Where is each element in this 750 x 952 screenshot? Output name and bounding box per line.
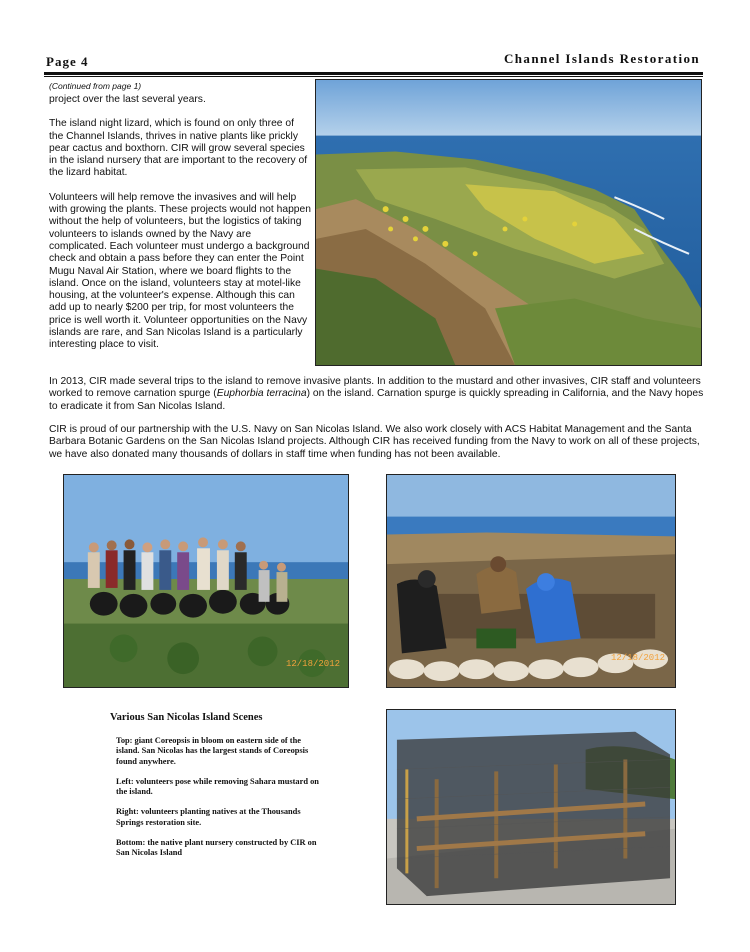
caption-left: Left: volunteers pose while removing Sahara mustard on the island. xyxy=(116,776,319,797)
caption-bottom: Bottom: the native plant nursery constructed by CIR on San Nicolas Island xyxy=(116,838,317,858)
column-paragraph: The island night lizard, which is found on only three of the Channel Islands, thrives in native plants like prickly pear cactus and boxthorn. CIR will grow several species in the island nursery that are important to the recovery of the lizard habitat. xyxy=(49,118,308,179)
caption-body xyxy=(116,736,326,869)
paragraph-2013 xyxy=(49,376,704,413)
paragraph-2013-before: In 2013, CIR made several trips to the island to remove invasive plants. In addition to the mustard and other invasives, CIR staff and volunteers worked to remove carnation spurge ( xyxy=(49,376,701,400)
caption-title: Various San Nicolas Island Scenes xyxy=(110,712,263,723)
volunteers-photo-date: 12/18/2012 xyxy=(285,659,340,669)
paragraph-2013-after: ) on the island. Carnation spurge is quickly spreading in California, and the Navy hopes to eradicate it from San Nicolas Island. xyxy=(49,388,704,412)
caption-top: Top: giant Coreopsis in bloom on eastern side of the island. San Nicolas has the largest stands of Coreopsis found anywhere. xyxy=(116,736,309,766)
page-number: Page 4 xyxy=(46,54,89,69)
header-rule xyxy=(44,72,703,75)
left-column-text xyxy=(49,94,311,364)
planting-photo xyxy=(386,474,676,688)
column-paragraph: project over the last several years. xyxy=(49,94,206,105)
planting-photo-date: 12/18/2012 xyxy=(610,653,665,663)
header-rule-thin xyxy=(44,76,703,77)
volunteers-photo xyxy=(63,474,349,688)
caption-right: Right: volunteers planting natives at the Thousands Springs restoration site. xyxy=(116,807,301,827)
continued-note: (Continued from page 1) xyxy=(49,81,142,91)
coreopsis-photo xyxy=(315,79,702,366)
paragraph-partnership: CIR is proud of our partnership with the U.S. Navy on San Nicolas Island. We also work closely with ACS Habitat Management and the Santa Barbara Botanic Gardens on the San Nicolas Island projects. Although CIR has received funding from the Navy to work on all of these projects, we have also donated many thousands of dollars in staff time when funding has not been available. xyxy=(49,424,700,460)
column-paragraph: Volunteers will help remove the invasives and will help with growing the plants. These projects would not happen without the help of volunteers, but the logistics of taking volunteers to islands owned by the Navy are complicated. Each volunteer must undergo a background check and obtain a pass before they can enter the Point Mugu Naval Air Station, where we board flights to the island. Once on the island, volunteers stay at motel-like housing, at the volunteer's expense. Although this can add up to nearly $200 per trip, for most volunteers the price is well worth it. Volunteer opportunities on the Navy islands are rare, and San Nicolas Island is a particularly interesting place to visit. xyxy=(49,191,311,351)
species-name: Euphorbia terracina xyxy=(216,388,307,400)
nursery-photo xyxy=(386,709,676,905)
newsletter-title: Channel Islands Restoration xyxy=(504,51,700,66)
